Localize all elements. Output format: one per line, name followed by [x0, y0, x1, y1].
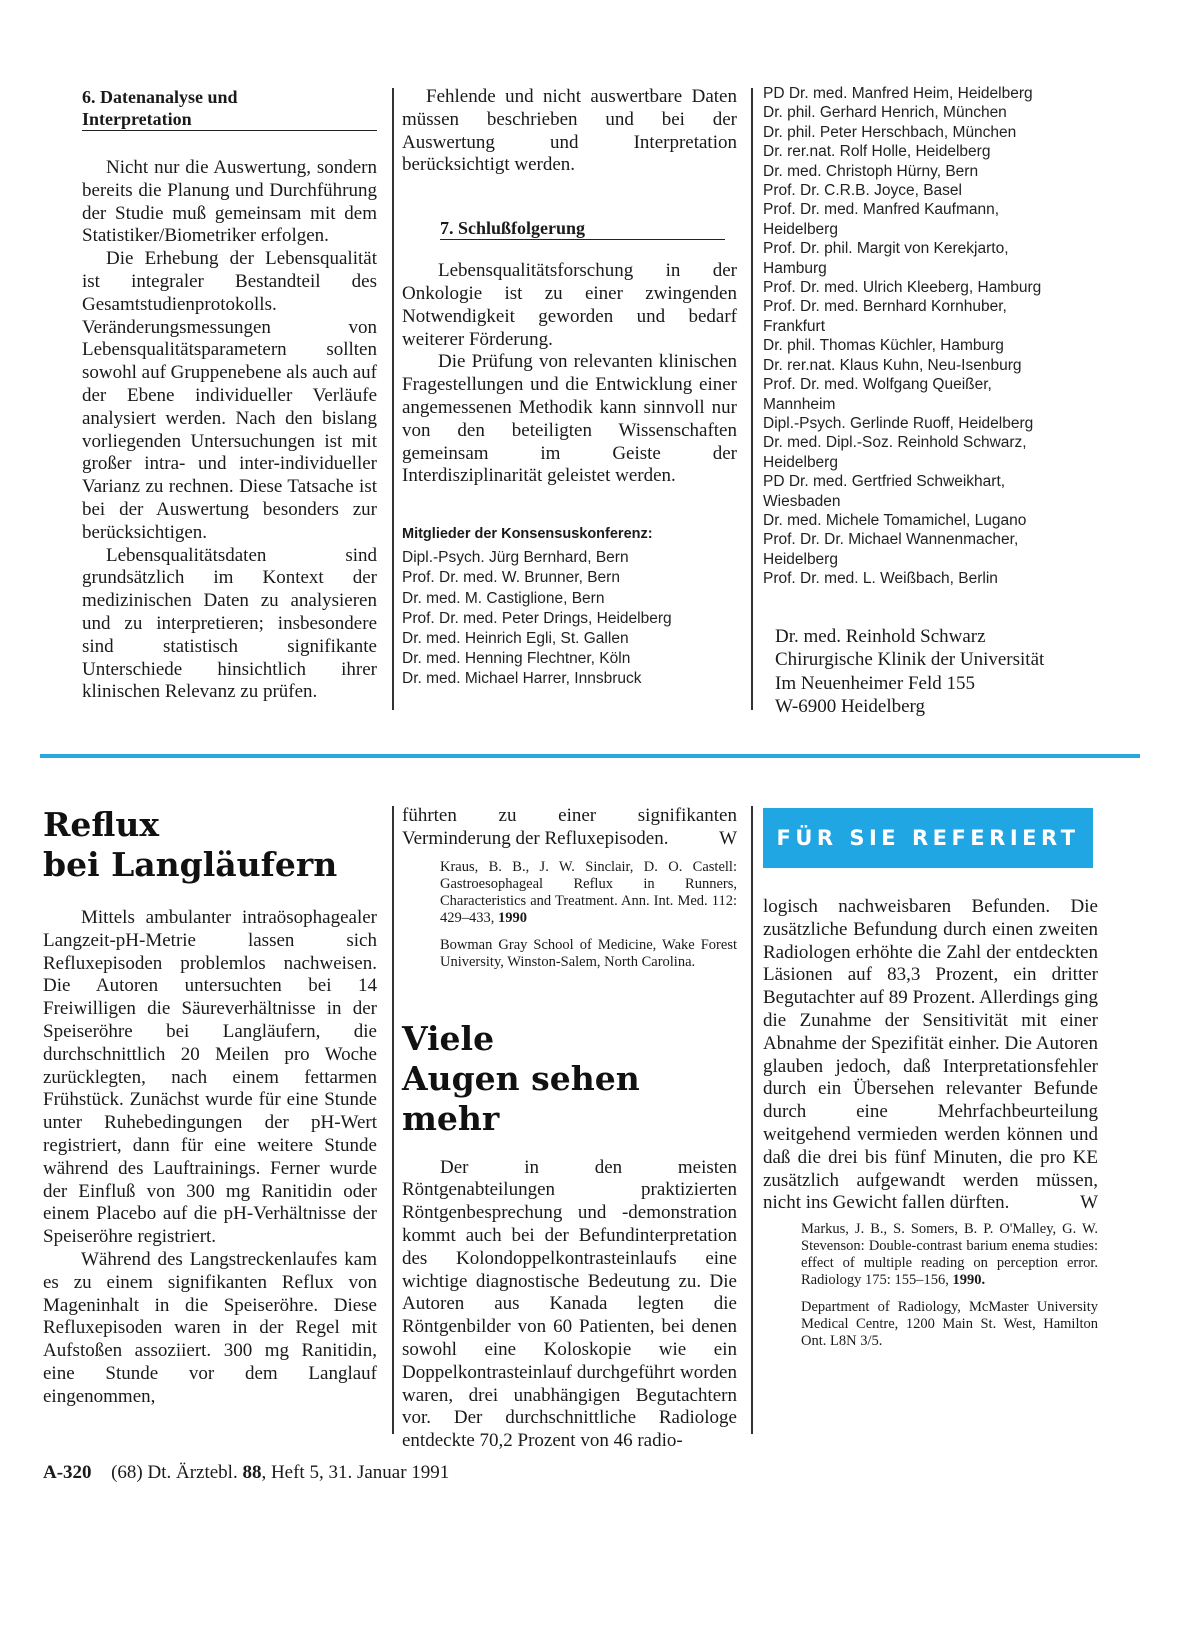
paragraph: Nicht nur die Auswertung, sondern bereits die Planung und Durchführung der Studie muß gemeinsam mit dem Statistiker/Biometriker erfolgen.	[82, 157, 377, 247]
list-item: Hamburg	[763, 259, 827, 277]
list-item: Dr. med. M. Castiglione, Bern	[402, 589, 605, 607]
list-item: Prof. Dr. med. Peter Drings, Heidelberg	[402, 609, 672, 627]
list-item: Dr. rer.nat. Klaus Kuhn, Neu-Isenburg	[763, 356, 1022, 374]
paragraph: Der in den meisten Röntgenabteilungen praktizierten Röntgenbesprechung und -demonstration kommt auch bei der Befundinterpretation des Kolondoppelkontrasteinlaufs eine wichtige diagnostische Bedeutung zu. Die Autoren aus Kanada legten die Röntgenbilder von 60 Patienten, bei denen sowohl eine Koloskopie wie ein Doppelkontrasteinlauf durchgeführt worden waren, drei unabhängigen Begutachtern vor. Der durchschnittliche Radiologe entdeckte 70,2 Prozent von 46 radio-	[402, 1156, 737, 1452]
list-item: Dipl.-Psych. Jürg Bernhard, Bern	[402, 549, 629, 567]
list-item: Prof. Dr. med. Bernhard Kornhuber,	[763, 298, 1007, 316]
list-item: Dr. med. Christoph Hürny, Bern	[763, 162, 979, 180]
reference	[801, 1221, 1098, 1289]
list-item: Dr. med. Michele Tomamichel, Lugano	[763, 511, 1027, 529]
article-title-line1: Viele	[402, 1018, 495, 1058]
list-item: Heidelberg	[763, 220, 838, 238]
address-line: Im Neuenheimer Feld 155	[775, 672, 975, 694]
reference-year: 1990	[498, 909, 527, 926]
list-item: Dipl.-Psych. Gerlinde Ruoff, Heidelberg	[763, 414, 1034, 432]
paragraph: Die Erhebung der Lebensqualität ist integraler Bestandteil des Gesamtstudienprotokolls. Veränderungsmessungen von Lebensqualitätsparametern sollten sowohl auf Gruppenebene als auch auf der Ebene individueller Verläufe analysiert werden. Nach den bislang vorliegenden Untersuchungen ist mit großer intra- und inter-individueller Varianz zu rechnen. Diese Tatsache ist bei der Auswertung besonders zur berücksichtigen.	[82, 248, 377, 543]
list-item: Prof. Dr. phil. Margit von Kerekjarto,	[763, 240, 1009, 258]
list-item: Wiesbaden	[763, 492, 841, 510]
paragraph: Fehlende und nicht auswertbare Daten müssen beschrieben und bei der Auswertung und Interpretation berücksichtigt werden.	[402, 86, 737, 176]
section-separator	[40, 754, 1140, 758]
list-item: Dr. med. Henning Flechtner, Köln	[402, 650, 631, 668]
journal-issue: , Heft 5, 31. Januar 1991	[261, 1462, 450, 1483]
column-divider	[751, 806, 753, 1434]
list-item: Dr. phil. Gerhard Henrich, München	[763, 104, 1007, 122]
paragraph: Die Prüfung von relevanten klinischen Fragestellungen und die Entwicklung einer angemessenen Methodik kann sinnvoll nur von den beteiligten Wissenschaften gemeinsam im Geiste der Interdisziplinarität geleistet werden.	[402, 351, 737, 487]
section-badge: FÜR SIE REFERIERT	[763, 808, 1093, 868]
section-6-heading	[82, 86, 377, 108]
paragraph: Lebensqualitätsforschung in der Onkologie ist zu einer zwingenden Notwendigkeit geworden und bedarf weiterer Förderung.	[402, 260, 737, 350]
list-item: Prof. Dr. med. L. Weißbach, Berlin	[763, 570, 998, 588]
list-item: Prof. Dr. med. Wolfgang Queißer,	[763, 376, 992, 394]
column-divider	[392, 806, 394, 1434]
article-title-line2: bei Langläufern	[43, 845, 338, 884]
list-item: PD Dr. med. Gertfried Schweikhart,	[763, 473, 1006, 491]
list-item: Prof. Dr. C.R.B. Joyce, Basel	[763, 182, 962, 200]
list-item: Prof. Dr. med. Manfred Kaufmann,	[763, 201, 1000, 219]
members-title: Mitglieder der Konsensuskonferenz:	[402, 526, 653, 543]
address-line: Chirurgische Klinik der Universität	[775, 649, 1045, 671]
top-column-2	[402, 86, 737, 690]
list-item: Dr. rer.nat. Rolf Holle, Heidelberg	[763, 143, 991, 161]
author-signature: W	[719, 827, 737, 849]
reference	[440, 859, 737, 927]
list-item: Mannheim	[763, 395, 836, 413]
paragraph-continued	[763, 896, 1098, 1215]
list-item: Dr. med. Dipl.-Soz. Reinhold Schwarz,	[763, 434, 1027, 452]
section-6-heading-line2: Interpretation	[82, 109, 192, 129]
top-column-1	[82, 86, 377, 704]
reference-affiliation: Department of Radiology, McMaster University Medical Centre, 1200 Main St. West, Hamilton Ont. L8N 3/5.	[801, 1299, 1098, 1350]
top-column-3	[763, 84, 1103, 719]
address-line: Dr. med. Reinhold Schwarz	[775, 625, 986, 647]
list-item: Heidelberg	[763, 453, 838, 471]
author-signature: W	[1080, 1192, 1098, 1214]
paragraph: Lebensqualitätsdaten sind grundsätzlich im Kontext der medizinischen Daten zu analysieren und zu interpretieren; insbesondere sind statistisch signifikante Unterschiede hinsichtlich ihrer klinischen Relevanz zu prüfen.	[82, 544, 377, 703]
list-item: Prof. Dr. med. W. Brunner, Bern	[402, 569, 620, 587]
continued-text: logisch nachweisbaren Befunden. Die zusätzliche Befundung durch einen zweiten Radiologen erhöhte die Zahl der entdeckten Läsionen auf 83,3 Prozent, ein dritter Begutachter auf 89 Prozent. Allerdings ging die Zunahme der Sensitivität mit einer Abnahme der Spezifität einher. Die Autoren glauben jedoch, daß Interpretationsfehler durch ein Übersehen relevanter Befunde durch eine Mehrfachbeurteilung weitgehend vermieden werden können und daß die drei bis fünf Minuten, die pro KE zusätzlich aufgewandt werden müssen, nicht ins Gewicht fallen dürften.	[763, 896, 1098, 1214]
section-6-heading-line1: 6. Datenanalyse und	[82, 87, 238, 107]
bottom-column-3	[763, 896, 1098, 1350]
journal-volume: 88	[242, 1462, 262, 1483]
author-address	[775, 625, 1103, 719]
section-7-heading	[440, 217, 725, 240]
list-item: Prof. Dr. Dr. Michael Wannenmacher,	[763, 531, 1019, 549]
list-item: Dr. med. Michael Harrer, Innsbruck	[402, 670, 642, 688]
page-number: A-320	[43, 1462, 92, 1483]
reference-affiliation: Bowman Gray School of Medicine, Wake Forest University, Winston-Salem, North Carolina.	[440, 936, 737, 970]
page-footer	[43, 1462, 449, 1484]
list-item: Dr. phil. Thomas Küchler, Hamburg	[763, 337, 1004, 355]
paragraph-continued	[402, 805, 737, 851]
section-7-heading-text: 7. Schlußfolgerung	[440, 218, 586, 239]
list-item: Dr. med. Heinrich Egli, St. Gallen	[402, 629, 629, 647]
article-title-line1: Reflux	[43, 805, 160, 844]
article-title	[43, 805, 377, 885]
paragraph: Mittels ambulanter intraösophagealer Langzeit-pH-Metrie lassen sich Refluxepisoden problemlos nachweisen. Die Autoren untersuchten bei 14 Freiwilligen die Säureverhältnisse in der Speiseröhre bei Langläufern, die durchschnittlich 20 Meilen pro Woche zurücklegten, nach einem fettarmen Frühstück. Zunächst wurde für eine Stunde unter Ruhebedingungen der pH-Wert registriert, dann für eine weitere Stunde während des Lauftrainings. Ferner wurde der Einfluß von 300 mg Ranitidin oder einem Placebo auf die pH-Verhältnisse der Speiseröhre registriert.	[43, 907, 377, 1248]
column-divider	[392, 88, 394, 710]
list-item: Frankfurt	[763, 317, 826, 335]
continued-text: führten zu einer signifikanten Verminderung der Refluxepisoden.	[402, 805, 737, 849]
reference-text: Kraus, B. B., J. W. Sinclair, D. O. Castell: Gastroesophageal Reflux in Runners, Characteristics and Treatment. Ann. Int. Med. 112: 429–433,	[440, 858, 737, 926]
paragraph: Während des Langstreckenlaufes kam es zu einem signifikanten Reflux von Mageninhalt in die Speiseröhre. Diese Refluxepisoden waren in der Regel mit Aufstoßen assoziiert. 300 mg Ranitidin, eine Stunde vor dem Langlauf eingenommen,	[43, 1248, 377, 1407]
article-title	[402, 1019, 737, 1139]
journal-citation: (68) Dt. Ärztebl.	[111, 1462, 238, 1483]
bottom-column-2	[402, 805, 737, 1453]
column-divider	[751, 88, 753, 710]
address-line: W-6900 Heidelberg	[775, 696, 926, 718]
article-title-line2: Augen sehen mehr	[402, 1058, 640, 1138]
list-item: Prof. Dr. med. Ulrich Kleeberg, Hamburg	[763, 279, 1042, 297]
list-item: Dr. phil. Peter Herschbach, München	[763, 123, 1017, 141]
reference-year: 1990.	[952, 1272, 986, 1289]
reflux-article	[43, 805, 377, 1409]
list-item: Heidelberg	[763, 550, 838, 568]
section-6-heading-underline	[82, 108, 377, 131]
list-item: PD Dr. med. Manfred Heim, Heidelberg	[763, 85, 1033, 102]
reference-text: Markus, J. B., S. Somers, B. P. O'Malley, G. W. Stevenson: Double-contrast barium enema studies: effect of multiple reading on perception error. Radiology 175: 155–156,	[801, 1221, 1098, 1289]
members-list	[763, 84, 1103, 589]
members-list	[402, 548, 737, 689]
